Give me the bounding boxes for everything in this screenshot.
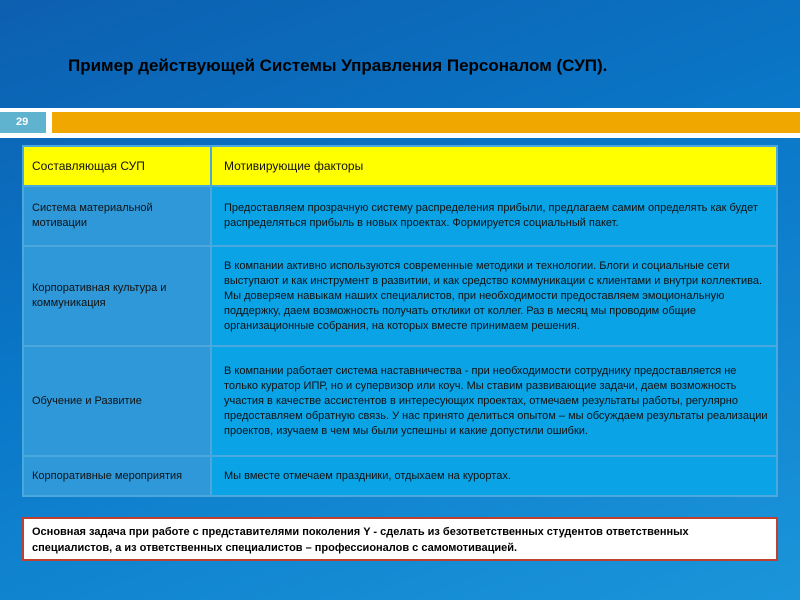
row-factors: В компании работает система наставничества - при необходимости сотруднику предоставляется не только куратор ИПР, но и супервизор или коуч. Мы ставим развивающие задачи, даем возможность участия в качестве ассистентов в интересующих проектах, отмечаем результаты работы, регулярно предоставляем обратную связь. У нас принято делиться опытом – мы обсуждаем результаты реализации проектов, изучаем в чем мы были успешны и какие допустили ошибки. <box>211 346 777 456</box>
table-row <box>23 346 777 456</box>
accent-bar <box>52 112 800 133</box>
table-row <box>23 246 777 346</box>
header-factors: Мотивирующие факторы <box>211 146 777 186</box>
table-row <box>23 186 777 246</box>
row-component: Корпоративные мероприятия <box>23 456 211 496</box>
table-row <box>23 456 777 496</box>
row-component: Обучение и Развитие <box>23 346 211 456</box>
summary-box: Основная задача при работе с представителями поколения Y - сделать из безответственных студентов ответственных специалистов, а из ответственных специалистов – профессионалов с самомотивацией. <box>22 517 778 561</box>
row-component: Корпоративная культура и коммуникация <box>23 246 211 346</box>
hr-system-table <box>22 145 778 497</box>
row-factors: Предоставляем прозрачную систему распределения прибыли, предлагаем самим определять как будет распределяться прибыль в новых проектах. Формируется социальный пакет. <box>211 186 777 246</box>
row-factors: Мы вместе отмечаем праздники, отдыхаем на курортах. <box>211 456 777 496</box>
header-component: Составляющая СУП <box>23 146 211 186</box>
slide-number: 29 <box>0 112 46 133</box>
row-component: Система материальной мотивации <box>23 186 211 246</box>
row-factors: В компании активно используются современные методики и технологии. Блоги и социальные сети выступают и как инструмент в развитии, и как средство коммуникации с клиентами и внутри коллектива. Мы доверяем навыкам наших специалистов, при необходимости предоставляем эмоциональную поддержку, даем возможность получать отклики от коллег. Раз в месяц мы проводим общие организационные собрания, на которых вместе принимаем решения. <box>211 246 777 346</box>
table-header-row <box>23 146 777 186</box>
slide-title: Пример действующей Системы Управления Персоналом (СУП). <box>68 56 608 75</box>
